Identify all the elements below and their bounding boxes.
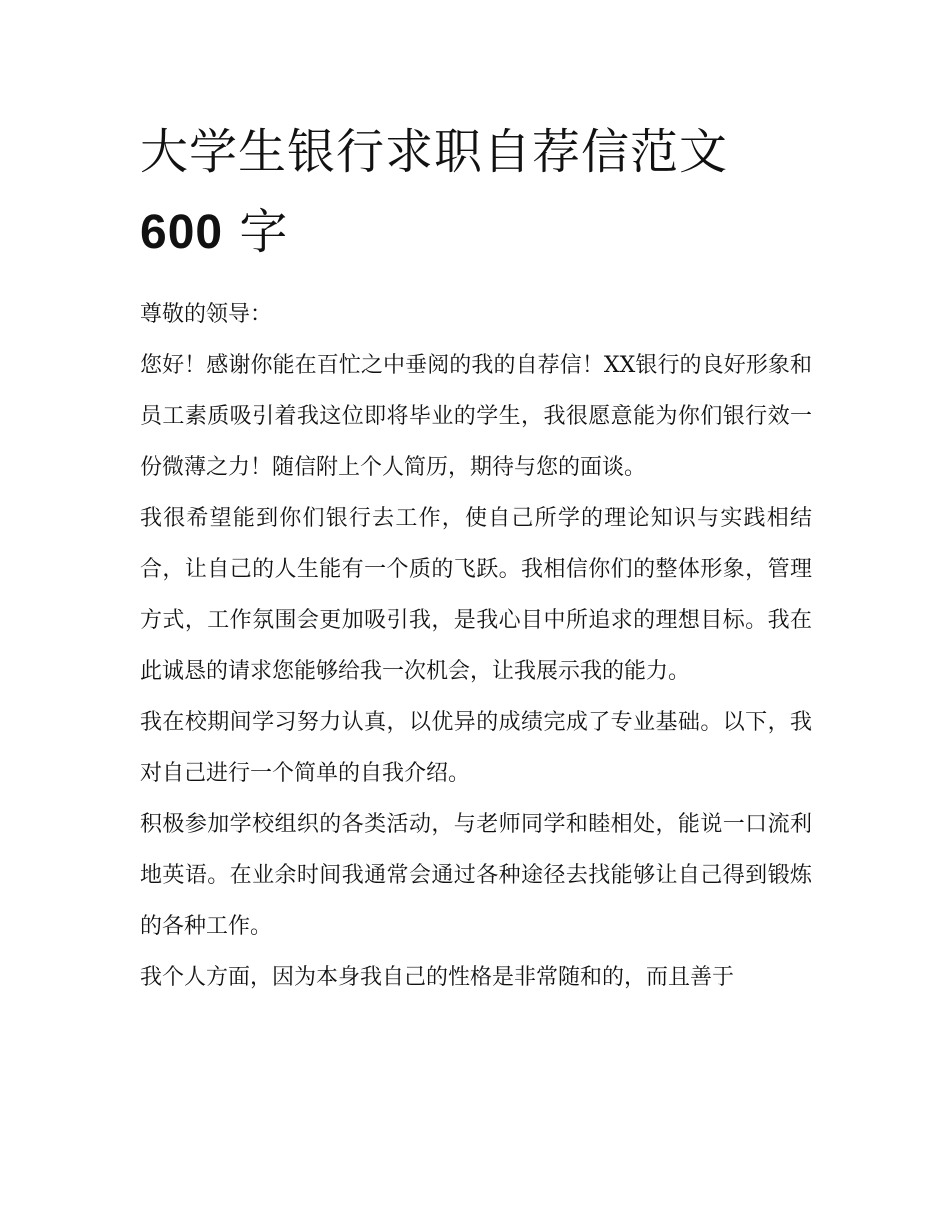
title-line-1: 大学生银行求职自荐信范文 bbox=[140, 124, 729, 180]
salutation: 尊敬的领导： bbox=[140, 302, 273, 327]
document-page bbox=[140, 112, 812, 1003]
document-body bbox=[140, 289, 812, 1003]
paragraph-5: 我个人方面，因为本身我自己的性格是非常随和的，而且善于 bbox=[140, 965, 735, 990]
title-number: 600 bbox=[140, 206, 224, 259]
paragraph-4: 积极参加学校组织的各类活动，与老师同学和睦相处，能说一口流利地英语。在业余时间我通常会通过各种途径去找能够让自己得到锻炼的各种工作。 bbox=[140, 812, 812, 939]
title-suffix: 字 bbox=[239, 204, 289, 260]
paragraph-2: 我很希望能到你们银行去工作，使自己所学的理论知识与实践相结合，让自己的人生能有一个质的飞跃。我相信你们的整体形象，管理方式，工作氛围会更加吸引我，是我心目中所追求的理想目标。我在此诚恳的请求您能够给我一次机会，让我展示我的能力。 bbox=[140, 506, 812, 684]
paragraph-1: 您好！感谢你能在百忙之中垂阅的我的自荐信！XX银行的良好形象和员工素质吸引着我这位即将毕业的学生，我很愿意能为你们银行效一份微薄之力！随信附上个人简历，期待与您的面谈。 bbox=[140, 353, 812, 480]
paragraph-3: 我在校期间学习努力认真，以优异的成绩完成了专业基础。以下，我对自己进行一个简单的自我介绍。 bbox=[140, 710, 812, 786]
document-title bbox=[140, 112, 812, 273]
